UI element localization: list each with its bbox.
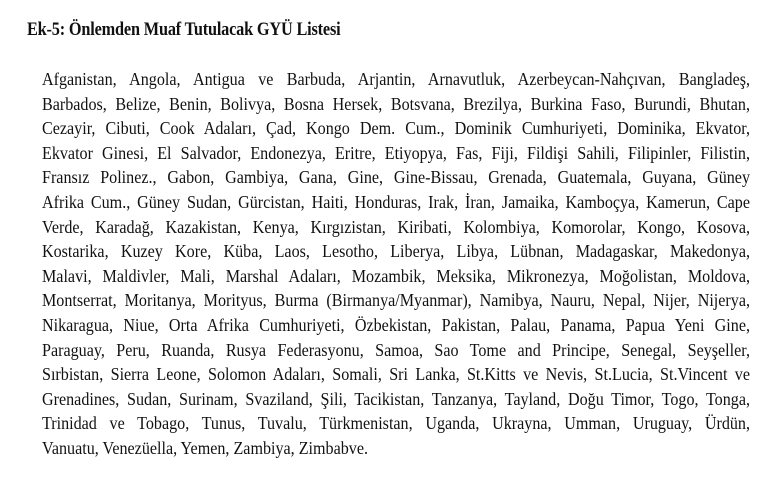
country-list <box>42 67 750 461</box>
country-list-line: Nikaragua, Niue, Orta Afrika Cumhuriyeti, Özbekistan, Pakistan, Palau, Panama, Papua Yeni Gine, <box>42 314 750 335</box>
document-title: Ek-5: Önlemden Muaf Tutulacak GYÜ Listesi <box>27 20 341 40</box>
country-list-line: Montserrat, Moritanya, Morityus, Burma (Birmanya/Myanmar), Namibya, Nauru, Nepal, Nijer, Nijerya, <box>42 290 750 311</box>
country-list-line: Verde, Karadağ, Kazakistan, Kenya, Kırgızistan, Kiribati, Kolombiya, Komorolar, Kongo, Kosova, <box>42 216 750 237</box>
country-list-line: Cezayir, Cibuti, Cook Adaları, Çad, Kongo Dem. Cum., Dominik Cumhuriyeti, Dominika, Ekvator, <box>42 118 750 139</box>
country-list-line: Afrika Cum., Güney Sudan, Gürcistan, Haiti, Honduras, Irak, İran, Jamaika, Kamboçya, Kamerun, Cape <box>42 191 750 212</box>
country-list-line: Afganistan, Angola, Antigua ve Barbuda, Arjantin, Arnavutluk, Azerbeycan-Nahçıvan, Bangladeş, <box>42 69 750 89</box>
country-list-line: Ekvator Ginesi, El Salvador, Endonezya, Eritre, Etiyopya, Fas, Fiji, Fildişi Sahili, Filipinler, Filistin, <box>42 142 750 163</box>
country-list-line: Vanuatu, Venezüella, Yemen, Zambiya, Zimbabve. <box>42 437 369 458</box>
country-list-line: Trinidad ve Tobago, Tunus, Tuvalu, Türkmenistan, Uganda, Ukrayna, Umman, Uruguay, Ürdün, <box>42 413 750 434</box>
country-list-line: Fransız Polinez., Gabon, Gambiya, Gana, Gine, Gine-Bissau, Grenada, Guatemala, Guyana, Güney <box>42 167 750 188</box>
country-list-line: Barbados, Belize, Benin, Bolivya, Bosna Hersek, Botsvana, Brezilya, Burkina Faso, Burundi, Bhutan, <box>42 93 750 114</box>
country-list-line: Paraguay, Peru, Ruanda, Rusya Federasyonu, Samoa, Sao Tome and Principe, Senegal, Seyşeller, <box>42 339 750 360</box>
country-list-line: Malavi, Maldivler, Mali, Marshal Adaları, Mozambik, Meksika, Mikronezya, Moğolistan, Moldova, <box>42 265 750 286</box>
country-list-line: Kostarika, Kuzey Kore, Küba, Laos, Lesotho, Liberya, Libya, Lübnan, Madagaskar, Makedonya, <box>42 241 750 262</box>
country-list-line: Grenadines, Sudan, Surinam, Svaziland, Şili, Tacikistan, Tanzanya, Tayland, Doğu Timor, Togo, Tonga, <box>42 388 750 409</box>
country-list-line: Sırbistan, Sierra Leone, Solomon Adaları, Somali, Sri Lanka, St.Kitts ve Nevis, St.Lucia, St.Vincent ve <box>42 364 750 385</box>
